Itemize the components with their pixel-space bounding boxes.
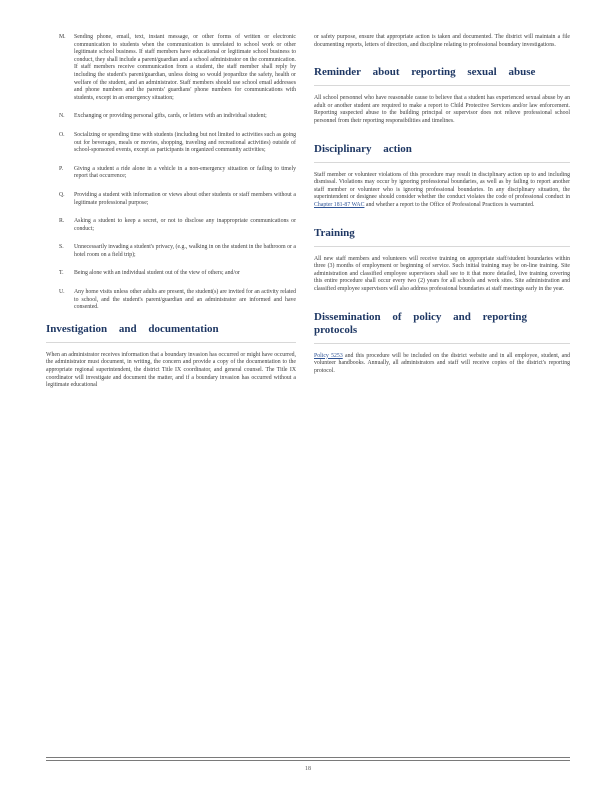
list-text: Unnecessarily invading a student's privacy, (e.g., walking in on the student in the bathroom or a hotel room on a field trip);	[74, 244, 296, 258]
list-marker: R.	[59, 218, 65, 225]
policy-link[interactable]: Policy 5253	[314, 352, 343, 359]
list-item	[46, 270, 296, 278]
list-item	[46, 166, 296, 181]
footer-rule	[46, 757, 570, 758]
list-item	[46, 113, 296, 121]
dissemination-body	[314, 353, 570, 376]
list-marker: Q.	[59, 191, 65, 198]
investigation-heading: Investigation and documentation	[46, 323, 296, 343]
dissemination-text: and this procedure will be included on the district website and in all employee, student, and volunteer handbooks. Annually, all administrators and staff will receive copies of the district's reporting protocol.	[314, 352, 571, 374]
list-item	[46, 289, 296, 312]
list-marker: U.	[59, 289, 65, 296]
list-marker: M.	[59, 34, 66, 40]
reminder-body: All school personnel who have reasonable cause to believe that a student has experienced sexual abuse by an adult or another student are required to make a report to Child Protective Services and/or law enforcement. Reporting suspected abuse to the building principal or supervisor does not relieve professional school personnel from their reporting responsibilities and timelines.	[314, 95, 570, 124]
disciplinary-body	[314, 172, 570, 210]
list-text: Exchanging or providing personal gifts, cards, or letters with an individual student;	[74, 113, 267, 120]
list-item	[46, 192, 296, 207]
list-item	[46, 244, 296, 259]
list-marker: O.	[59, 131, 65, 138]
investigation-body: When an administrator receives information that a boundary invasion has occurred or might have occurred, the administrator must document, in writing, the concern and provide a copy of the documentation to the appropriate regional superintendent, the district Title IX coordinator, and general counsel. The Title IX coordinator will investigate and document the matter, and if a boundary invasion has occurred without a legitimate educational	[46, 351, 296, 389]
list-text: Any home visits unless other adults are present, the student(s) are invited for an activity related to school, and the student's parent/guardian and an administrator are informed and have consented.	[74, 289, 296, 311]
list-text: Providing a student with information or views about other students or staff members without a legitimate professional purpose;	[74, 191, 296, 206]
left-column	[46, 34, 296, 407]
wac-chapter-link[interactable]: Chapter 181-87 WAC	[314, 201, 365, 208]
page-number: 18	[305, 766, 311, 772]
list-marker: S.	[59, 244, 64, 251]
list-text: Being alone with an individual student out of the view of others; and/or	[74, 270, 240, 277]
reminder-heading: Reminder about reporting sexual abuse	[314, 66, 570, 86]
training-body: All new staff members and volunteers will receive training on appropriate staff/student boundaries within three (3) months of employment or beginning of service. Such initial training may be on-line training. Site administration and classified employee supervisors shall see to it that more detailed, live training covering this entire procedure shall occur every two (2) years for all schools and work sites. Site administration and classified employee supervisors will also address professional boundaries at staff meetings early in the year.	[314, 255, 570, 292]
list-item	[46, 218, 296, 233]
list-marker: P.	[59, 165, 64, 172]
list-item	[46, 132, 296, 155]
disciplinary-heading: Disciplinary action	[314, 143, 570, 163]
investigation-body-continued: or safety purpose, ensure that appropriate action is taken and documented. The district will maintain a file documenting reports, letters of direction, and discipline relating to professional boundary investigations.	[314, 34, 570, 48]
list-marker: T.	[59, 270, 64, 277]
disciplinary-text: Staff member or volunteer violations of this procedure may result in disciplinary action up to and including dismissal. Violations may occur by ignoring professional boundaries, as well as by failing to report another staff member or volunteer who is ignoring professional boundaries. In any disciplinary situation, the superintendent or designee should consider whether the conduct violates the code of professional conduct in	[314, 171, 570, 201]
list-text: Giving a student a ride alone in a vehicle in a non-emergency situation or failing to timely report that occurrence;	[74, 165, 296, 180]
dissemination-heading: Dissemination of policy and reporting protocols	[314, 311, 570, 344]
list-marker: N.	[59, 113, 65, 120]
list-text: Socializing or spending time with students (including but not limited to activities such as going out for beverages, meals or movies, shopping, traveling and recreational activities) outside of school-sponsored events, except as participants in organized community activities;	[74, 131, 296, 154]
right-column	[314, 34, 570, 392]
footer-rule	[46, 760, 570, 761]
list-text: Sending phone, email, text, instant message, or other forms of written or electronic communication to students when the communication is unrelated to school work or other legitimate school business. If staff members have educational or legitimate school business to conduct, they shall include a parent/guardian and a school administrator on the communication. If staff members receive communication from a student, the staff member shall reply by including the student's parent/guardian, unless doing so would jeopardize the safety, health or welfare of the student, and an administrator. Staff members should use school email addresses and phone numbers and the parents' guardians' phone numbers for communications with students, except in an emergency situation;	[74, 34, 296, 101]
disciplinary-text-after: and whether a report to the Office of Professional Practices is warranted.	[365, 201, 535, 208]
list-text: Asking a student to keep a secret, or not to disclose any inappropriate communications or conduct;	[74, 218, 296, 232]
training-heading: Training	[314, 227, 570, 247]
list-item	[46, 34, 296, 102]
